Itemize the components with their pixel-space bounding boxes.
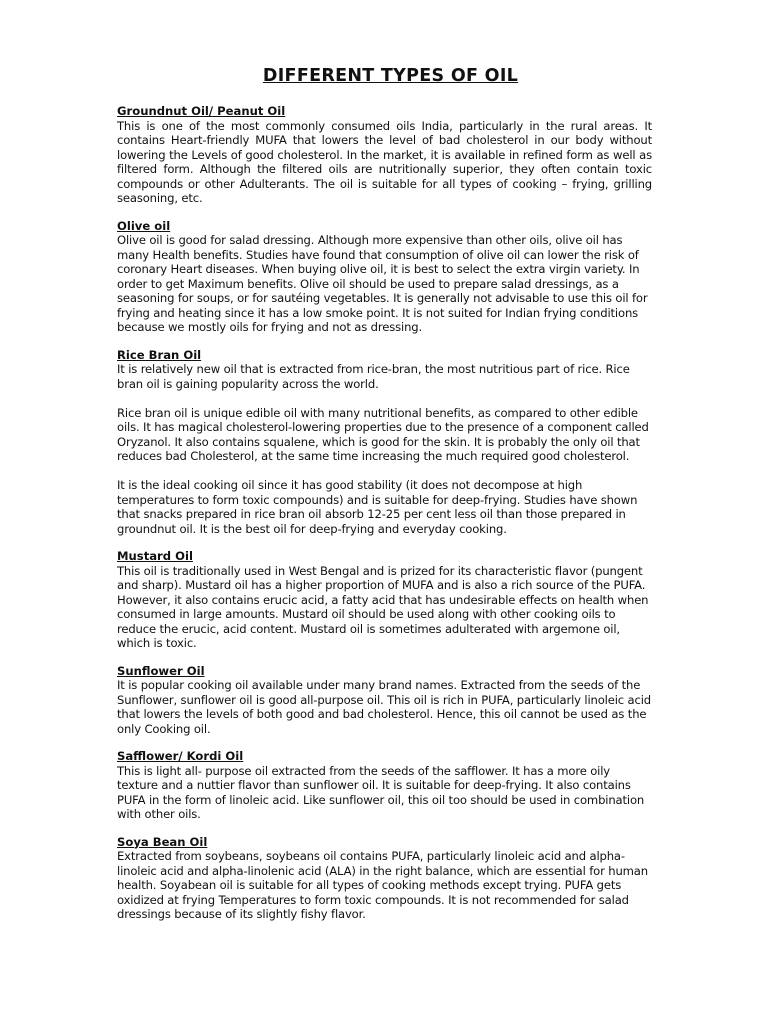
section-sunflower-oil <box>117 664 652 737</box>
document-page <box>117 66 652 935</box>
section-heading: Olive oil <box>117 218 171 233</box>
section-paragraph: It is popular cooking oil available under many brand names. Extracted from the seeds of the Sunflower, sunflower oil is good all-purpose oil. This oil is rich in PUFA, particularly linoleic acid that lowers the levels of both good and bad cholesterol. Hence, this oil cannot be used as the only Cooking oil. <box>117 678 652 736</box>
section-soya-bean-oil <box>117 835 652 922</box>
section-paragraph: Olive oil is good for salad dressing. Although more expensive than other oils, olive oil has many Health benefits. Studies have found that consumption of olive oil can lower the risk of coronary Heart diseases. When buying olive oil, it is best to select the extra virgin variety. In order to get Maximum benefits. Olive oil should be used to prepare salad dressings, as a seasoning for soups, or for sautéing vegetables. It is generally not advisable to use this oil for frying and heating since it has a low smoke point. It is not suited for Indian frying conditions because we mostly oils for frying and not as dressing. <box>117 233 648 334</box>
section-paragraph: It is the ideal cooking oil since it has good stability (it does not decompose at high temperatures to form toxic compounds) and is suitable for deep-frying. Studies have shown that snacks prepared in rice bran oil absorb 12-25 per cent less oil than those prepared in groundnut oil. It is the best oil for deep-frying and everyday cooking. <box>117 478 638 536</box>
section-heading: Rice Bran Oil <box>117 347 202 362</box>
document-title: DIFFERENT TYPES OF OIL <box>262 66 519 86</box>
section-safflower-oil <box>117 749 652 822</box>
section-heading: Mustard Oil <box>117 549 193 563</box>
section-olive-oil <box>117 219 652 335</box>
section-rice-bran-oil <box>117 348 652 537</box>
section-groundnut-oil <box>117 104 652 206</box>
section-paragraph: Extracted from soybeans, soybeans oil contains PUFA, particularly linoleic acid and alpha-linoleic acid and alpha-linolenic acid (ALA) in the right balance, which are essential for human health. Soyabean oil is suitable for all types of cooking methods except trying. PUFA gets oxidized at frying Temperatures to form toxic compounds. It is not recommended for salad dressings because of its slightly fishy flavor. <box>117 849 648 921</box>
section-paragraph: This is light all- purpose oil extracted from the seeds of the safflower. It has a more oily texture and a nuttier flavor than sunflower oil. It is suitable for deep-frying. It also contains PUFA in the form of linoleic acid. Like sunflower oil, this oil too should be used in combination with other oils. <box>117 763 645 821</box>
section-paragraph: It is relatively new oil that is extracted from rice-bran, the most nutritious part of rice. Rice bran oil is gaining popularity across the world. <box>117 362 630 391</box>
section-paragraph: Rice bran oil is unique edible oil with many nutritional benefits, as compared to other edible oils. It has magical cholesterol-lowering properties due to the presence of a component called Oryzanol. It also contains squalene, which is good for the skin. It is probably the only oil that reduces bad Cholesterol, at the same time increasing the much required good cholesterol. <box>117 405 649 463</box>
section-heading: Safflower/ Kordi Oil <box>117 749 244 763</box>
section-mustard-oil <box>117 549 652 651</box>
section-heading: Sunflower Oil <box>117 663 205 678</box>
section-heading: Soya Bean Oil <box>117 834 208 849</box>
section-paragraph: This is one of the most commonly consumed oils India, particularly in the rural areas. It contains Heart-friendly MUFA that lowers the level of bad cholesterol in our body without lowering the Levels of good cholesterol. In the market, it is available in refined form as well as filtered form. Although the filtered oils are nutritionally superior, they often contain toxic compounds or other Adulterants. The oil is suitable for all types of cooking – frying, grilling seasoning, etc. <box>117 118 652 205</box>
section-paragraph: This oil is traditionally used in West Bengal and is prized for its characteristic flavor (pungent and sharp). Mustard oil has a higher proportion of MUFA and is also a rich source of the PUFA. However, it also contains erucic acid, a fatty acid that has undesirable effects on health when consumed in large amounts. Mustard oil should be used along with other cooking oils to reduce the erucic, acid content. Mustard oil is sometimes adulterated with argemone oil, which is toxic. <box>117 563 649 650</box>
section-heading: Groundnut Oil/ Peanut Oil <box>117 104 286 118</box>
